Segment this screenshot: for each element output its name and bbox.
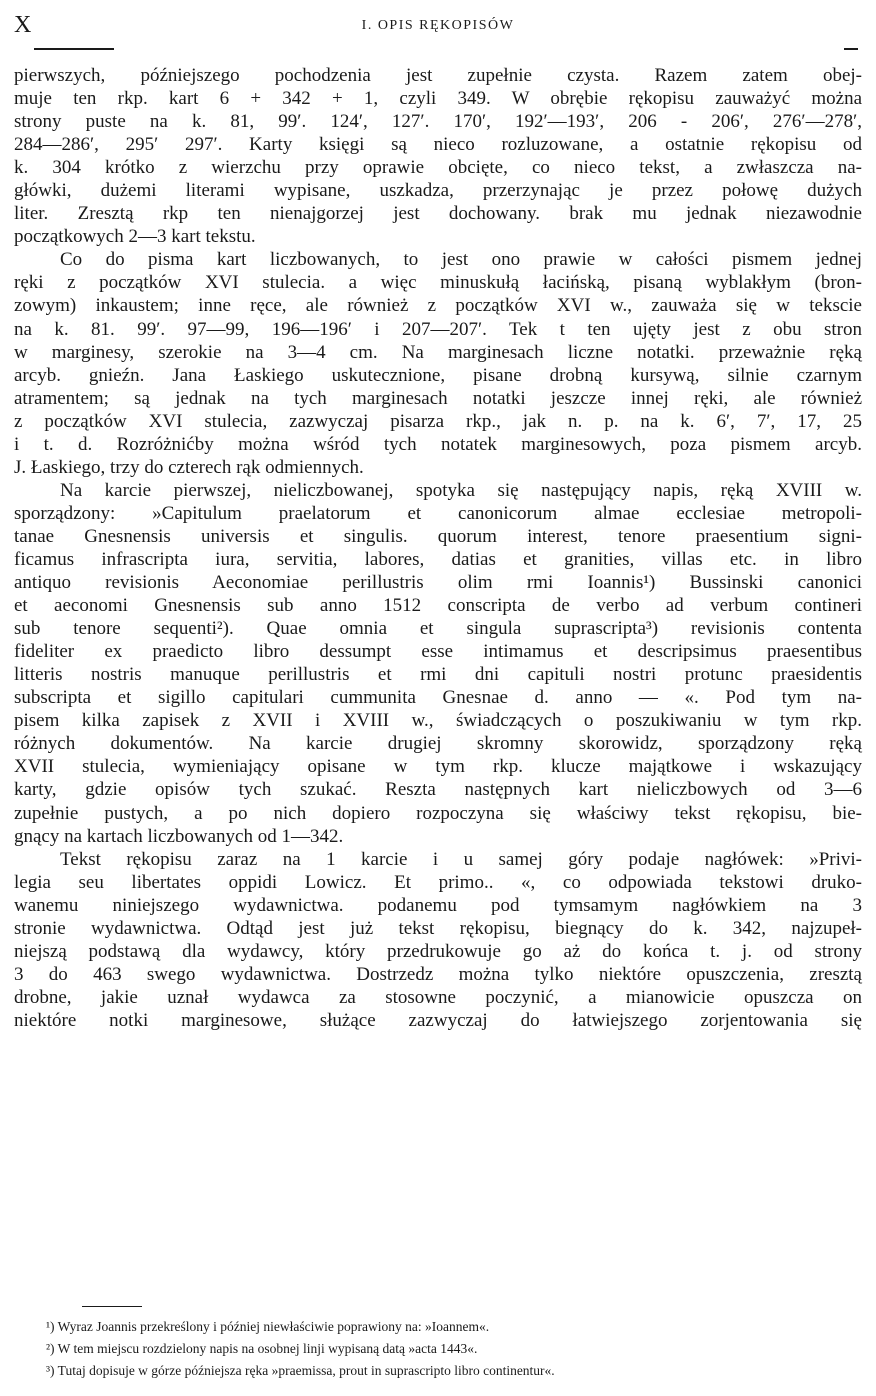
body-line: główki, dużemi literami wypisane, uszkadza, przerzynając je przez połowę dużych	[14, 180, 862, 202]
footnote: ¹) Wyraz Joannis przekreślony i później niewłaściwie poprawiony na: »Ioannem«.	[46, 1319, 490, 1334]
body-line: Co do pisma kart liczbowanych, to jest ono prawie w całości pismem jednej	[60, 249, 862, 271]
body-line: pisem kilka zapisek z XVII i XVIII w., świadczących o poszukiwaniu w tym rkp.	[14, 710, 862, 732]
body-line: wanemu niniejszego wydawnictwa. podanemu pod tymsamym nagłówkiem na 3	[14, 894, 862, 916]
body-line: stronie wydawnictwa. Odtąd jest już tekst rękopisu, biegnący do k. 342, najzupeł-	[14, 917, 862, 939]
footnotes	[46, 1316, 846, 1382]
body-line: XVII stulecia, wymieniający opisane w tym rkp. klucze majątkowe i wskazujący	[14, 756, 862, 778]
body-line: legia seu libertates oppidi Lowicz. Et primo.. «, co odpowiada tekstowi drukо-	[14, 871, 862, 893]
body-line: Na karcie pierwszej, nieliczbowanej, spotyka się następujący napis, ręką XVIII w.	[60, 479, 862, 501]
body-line: et aeconomi Gnesnensis sub anno 1512 conscripta de verbo ad verbum contineri	[14, 595, 862, 617]
body-line: litteris nostris manuque perillustris et rmi dni capituli nostri protunc praesidentis	[14, 664, 862, 686]
body-line: w marginesy, szerokie na 3—4 cm. Na marginesach liczne notatki. przeważnie ręką	[14, 341, 862, 363]
body-line: sub tenore sequenti²). Quae omnia et singula suprascripta³) revisionis contenta	[14, 618, 862, 640]
body-line: antiquo revisionis Aeconomiae perillustris olim rmi Ioannis¹) Bussinski canonici	[14, 572, 862, 594]
body-line: Tekst rękopisu zaraz na 1 karcie i u samej góry podaje nagłówek: »Privi-	[60, 848, 862, 870]
header-dash	[844, 48, 858, 50]
body-line: pierwszych, późniejszego pochodzenia jest zupełnie czysta. Razem zatem obej-	[14, 65, 862, 86]
body-line: zowym) inkaustem; inne ręce, ale również z początków XVI w., zauważa się w tekscie	[14, 295, 862, 317]
footnote: ³) Tutaj dopisuje w górze późniejsza ręka »praemissa, prout in suprascripto libro continentur«.	[46, 1363, 555, 1378]
page-number: X	[14, 12, 32, 38]
body-line: J. Łaskiego, trzy do czterech rąk odmiennych.	[14, 456, 364, 478]
body-line: początkowych 2—3 kart tekstu.	[14, 226, 256, 248]
running-title: I. OPIS RĘKOPISÓW	[361, 18, 515, 33]
body-line: strony puste na k. 81, 99′. 124′, 127′. 170′, 192′—193′, 206 - 206′, 276′—278′,	[14, 111, 862, 133]
body-line: zupełnie pustych, a po nich dopiero rozpoczyna się właściwy tekst rękopisu, bie-	[14, 802, 862, 824]
body-line: k. 304 krótko z wierzchu przy oprawie obcięte, co nieco tekst, a zwłaszcza na-	[14, 157, 862, 179]
body-line: drobne, jakie uznał wydawca za stosowne poczynić, a mianowicie opuszcza on	[14, 986, 862, 1008]
footnote: ²) W tem miejscu rozdzielony napis na osobnej linji wypisaną datą »acta 1443«.	[46, 1341, 478, 1356]
body-line: karty, gdzie opisów tych szukać. Reszta następnych kart nieliczbowych od 3—6	[14, 779, 862, 801]
body-line: niejszą podstawą dla wydawcy, który przedrukowuje go aż do końca t. j. od strony	[14, 940, 862, 962]
page-header	[14, 10, 862, 46]
body-line: i t. d. Rozróżnićby można wśród tych notatek marginesowych, poza pismem arcyb.	[14, 433, 862, 455]
body-line: różnych dokumentów. Na karcie drugiej skromny skorowidz, sporządzony ręką	[14, 733, 862, 755]
body-line: 284—286′, 295′ 297′. Karty księgi są nieco rozluzowane, a ostatnie rękopisu od	[14, 134, 862, 156]
footnote-separator	[82, 1306, 142, 1307]
body-line: 3 do 463 swego wydawnictwa. Dostrzedz można tylko niektóre opuszczenia, zresztą	[14, 963, 862, 985]
body-line: liter. Zresztą rkp ten nienajgorzej jest dochowany. brak mu jednak niezawodnie	[14, 203, 862, 225]
body-text	[14, 64, 862, 1032]
body-line: gnący na kartach liczbowanych od 1—342.	[14, 825, 344, 847]
body-line: tanae Gnesnensis universis et singulis. quorum interest, tenore praesentium signi-	[14, 525, 862, 547]
body-line: arcyb. gnieźn. Jana Łaskiego uskutecznione, pisane drobną kursywą, silnie czarnym	[14, 364, 862, 386]
body-line: sporządzony: »Capitulum praelatorum et canonicorum almae ecclesiae metropoli-	[14, 502, 862, 524]
body-line: muje ten rkp. kart 6 + 342 + 1, czyli 349. W obrębie rękopisu zauważyć można	[14, 88, 862, 110]
body-line: na k. 81. 99′. 97—99, 196—196′ i 207—207′. Tek t ten ujęty jest z obu stron	[14, 318, 862, 340]
body-line: atramentem; są jednak na tych marginesach notatki jeszcze innej ręki, ale również	[14, 387, 862, 409]
body-line: niektóre notki marginesowe, służące zazwyczaj do łatwiejszego zorjentowania się	[14, 1009, 862, 1031]
body-line: fideliter ex praedicto libro dessumpt esse intimamus et descripsimus praesentibus	[14, 641, 862, 663]
body-line: z początków XVI stulecia, zazwyczaj pisarza rkp., jak n. p. na k. 6′, 7′, 17, 25	[14, 410, 862, 432]
body-line: subscripta et sigillo capitulari cummunita Gnesnae d. anno — «. Pod tym na-	[14, 687, 862, 709]
body-line: ficamus infrascripta iura, servitia, labores, datias et granities, villas etc. in libro	[14, 548, 862, 570]
page-number-rule	[34, 48, 114, 50]
body-line: ręki z początków XVI stulecia. a więc minuskułą łacińską, pisaną wyblakłym (bron-	[14, 272, 862, 294]
